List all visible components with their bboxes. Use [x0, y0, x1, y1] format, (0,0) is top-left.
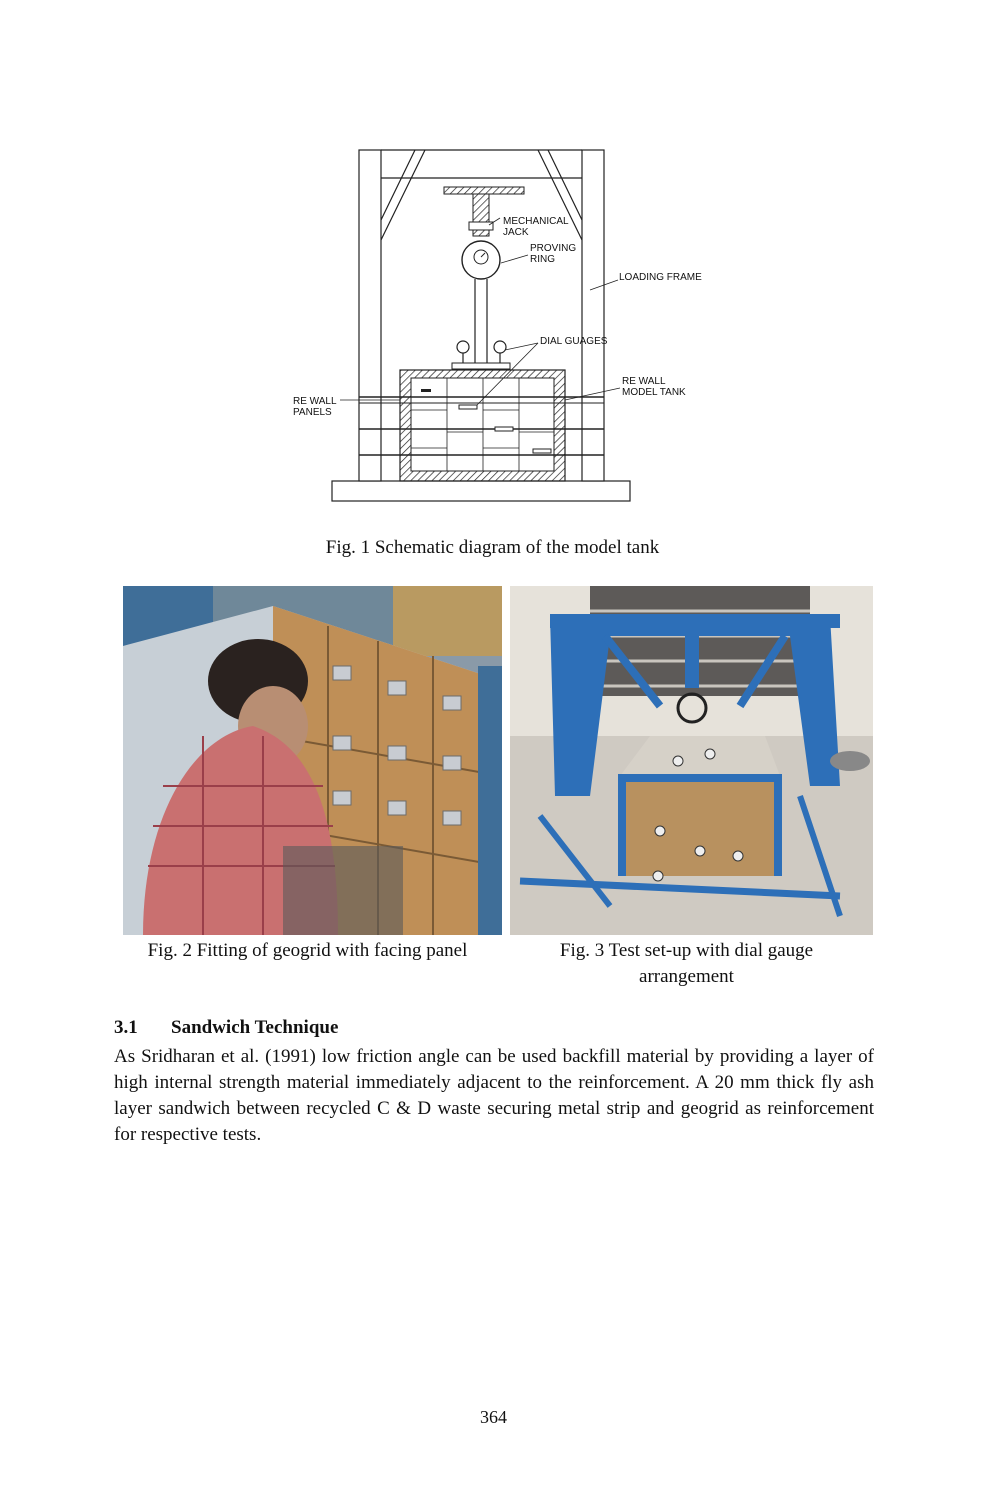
- paragraph-line-3: layer sandwich between recycled C & D waste securing metal strip and geogrid as reinforcement: [114, 1098, 874, 1119]
- fig3-photo: [510, 586, 873, 935]
- label-re-wall-panels-1: RE WALL: [293, 396, 337, 407]
- label-loading-frame: LOADING FRAME: [619, 272, 702, 283]
- label-mechanical-jack-1: MECHANICAL: [503, 216, 569, 227]
- base-plate: [332, 481, 630, 501]
- fig1-caption: Fig. 1 Schematic diagram of the model tank: [325, 537, 660, 558]
- label-re-wall-panels-2: PANELS: [293, 407, 332, 418]
- frame-left-column: [359, 150, 381, 481]
- label-model-tank-2: MODEL TANK: [622, 387, 686, 398]
- paragraph-line-2: high internal strength material immediately adjacent to the reinforcement. A 20 mm thick fly ash: [114, 1072, 874, 1093]
- label-dial-gauges: DIAL GUAGES: [540, 336, 608, 347]
- fig3-caption-line2: arrangement: [639, 966, 734, 987]
- fig2-caption: Fig. 2 Fitting of geogrid with facing panel: [147, 940, 468, 961]
- label-model-tank-1: RE WALL: [622, 376, 666, 387]
- label-proving-ring-1: PROVING: [530, 243, 577, 254]
- fig1-schematic-diagram: [280, 140, 720, 510]
- dial-gauge-left: [457, 341, 469, 353]
- paragraph-line-1: As Sridharan et al. (1991) low friction angle can be used backfill material by providing a layer of: [114, 1046, 874, 1067]
- dial-gauge-right: [494, 341, 506, 353]
- mechanical-jack: [473, 194, 489, 222]
- fig3-caption-line1: Fig. 3 Test set-up with dial gauge: [559, 940, 814, 961]
- label-proving-ring-2: RING: [530, 254, 555, 265]
- page-number: 364: [480, 1407, 507, 1427]
- label-mechanical-jack-2: JACK: [503, 227, 529, 238]
- fig2-photo: [123, 586, 502, 935]
- paragraph-line-4: for respective tests.: [114, 1124, 262, 1145]
- section-title: Sandwich Technique: [171, 1017, 339, 1038]
- section-number: 3.1: [114, 1017, 138, 1038]
- frame-right-column: [582, 150, 604, 481]
- section-paragraph: [114, 1044, 874, 1148]
